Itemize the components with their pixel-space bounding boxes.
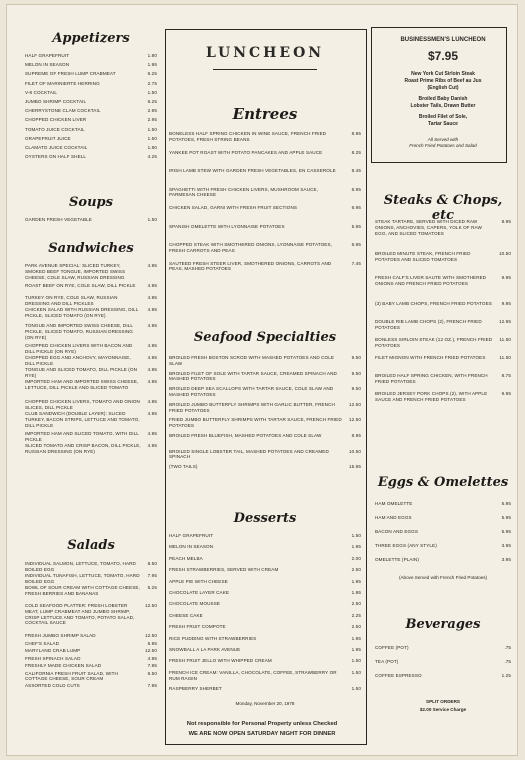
menu-item — [169, 624, 361, 630]
menu-item — [375, 391, 511, 403]
menu-item-name: BROILED JUMBO BUTTERFLY SHRIMPS WITH GARLIC BUTTER, FRENCH FRIED POTATOES — [169, 401, 335, 413]
menu-item-name: CHERRYSTONE CLAM COCKTAIL — [25, 108, 101, 114]
menu-item-name: CLAMATO JUICE COCKTAIL — [25, 145, 88, 150]
menu-item — [169, 402, 361, 414]
menu-item-price: 8.95 — [351, 131, 361, 136]
menu-item-price: 1.50 — [351, 658, 361, 664]
menu-item-name: CALIFORNIA FRESH FRUIT SALAD, WITH COTTAGE CHEESE, SOUR CREAM — [25, 670, 118, 682]
menu-item-name: OMELETTE (PLAIN) — [375, 557, 419, 562]
menu-item — [169, 433, 361, 439]
businessmen-line: New York Cut Sirloin Steak — [411, 71, 475, 77]
menu-item — [25, 355, 157, 367]
menu-item-price: 1.80 — [147, 145, 157, 150]
menu-item — [25, 90, 157, 96]
menu-item — [25, 323, 157, 340]
menu-item-name: BROILED FILET OF SOLE WITH TARTAR SAUCE, CREAMED SPINACH AND MASHED POTATOES — [169, 370, 337, 382]
menu-item — [169, 371, 361, 383]
menu-item — [25, 71, 157, 77]
menu-item — [375, 515, 511, 521]
menu-item-name: COFFEE (POT) — [375, 645, 409, 650]
menu-item-price: 3.95 — [501, 543, 511, 548]
menu-item-price: 7.95 — [147, 682, 157, 688]
menu-item-price: 6.50 — [147, 670, 157, 676]
menu-item — [169, 131, 361, 143]
title-rule — [213, 69, 317, 70]
menu-item — [169, 636, 361, 642]
menu-item-name: HAM OMELETTE — [375, 501, 413, 506]
menu-item — [25, 295, 157, 307]
menu-item-price: 4.25 — [147, 154, 157, 160]
menu-item-name: SUPREME OF FRESH LUMP CRABMEAT — [25, 71, 116, 77]
appetizers-heading: Appetizers — [52, 31, 130, 46]
menu-item-price: 7.45 — [351, 260, 361, 266]
menu-item-price: 9.50 — [351, 370, 361, 376]
menu-item-name: CLUB SANDWICH (DOUBLE LAYER): SLICED TURKEY, BACON STRIPS, LETTUCE AND TOMATO, DILL PICKLE — [25, 411, 140, 428]
menu-item-name: BROILED SINGLE LOBSTER TAIL, MASHED POTATOES AND CREAMED SPINACH — [169, 448, 329, 460]
menu-item — [169, 464, 361, 470]
menu-item-price: 1.25 — [501, 673, 511, 678]
menu-item — [169, 544, 361, 550]
menu-item-name: IMPORTED HAM AND IMPORTED SWISS CHEESE, LETTUCE, DILL PICKLE AND SLICED TOMATO — [25, 379, 139, 390]
menu-item — [169, 449, 361, 461]
menu-item-price: 12.95 — [499, 319, 511, 324]
menu-item-name: HALF GRAPEFRUIT — [169, 533, 214, 538]
menu-item-price: 1.50 — [147, 89, 157, 95]
entrees-heading: Entrees — [232, 105, 298, 123]
menu-item — [375, 337, 511, 349]
menu-item-price: 9.95 — [501, 275, 511, 280]
menu-item-price: 2.95 — [147, 117, 157, 123]
menu-item-price: 15.95 — [349, 464, 361, 470]
menu-item-price: 1.95 — [351, 544, 361, 550]
menu-item-price: 1.95 — [351, 647, 361, 652]
menu-item-name: COLD SEAFOOD PLATTER: FRESH LOBSTER MEAT, LUMP CRABMEAT AND JUMBO SHRIMP, CRISP LETTUCE AND TOMATO, POTATO SALAD, COCKTAIL SAUCE — [25, 603, 135, 626]
menu-item-price: 6.25 — [147, 71, 157, 77]
menu-item-price: 1.95 — [351, 590, 361, 595]
menu-item-price: 8.75 — [501, 373, 511, 378]
desserts-heading: Desserts — [233, 511, 297, 526]
menu-item-name: FILET OF MARINIERTE HERRING — [25, 80, 100, 86]
menu-item-name: FRESH FRUIT COMPOTE — [169, 624, 226, 630]
menu-item-price: 12.50 — [349, 417, 361, 423]
menu-item-name: TONGUE AND SLICED TOMATO, DILL PICKLE (ON RYE) — [25, 367, 137, 378]
menu-item — [25, 108, 157, 114]
menu-item-name: BOWL OF SOUR CREAM WITH COTTAGE CHEESE, FRESH BERRIES AND BANANAS — [25, 585, 140, 596]
left-column — [25, 5, 157, 757]
menu-item — [25, 573, 157, 585]
menu-item-price: 1.50 — [147, 217, 157, 222]
menu-item-price: 10.50 — [349, 448, 361, 454]
footer-saturday: WE ARE NOW OPEN SATURDAY NIGHT FOR DINNER — [188, 731, 336, 737]
menu-item-name: CHEF'S SALAD — [25, 640, 59, 646]
menu-item-price: 9.50 — [351, 386, 361, 392]
menu-item-price: 2.95 — [147, 108, 157, 114]
soups-heading: Soups — [69, 195, 113, 210]
menu-item-price: 5.95 — [501, 501, 511, 506]
businessmen-price: $7.95 — [427, 49, 459, 63]
menu-item-name: MELON IN SEASON — [169, 544, 214, 550]
menu-item-price: 4.95 — [147, 307, 157, 312]
menu-item — [25, 343, 157, 355]
split-orders: SPLIT ORDERS — [426, 699, 460, 704]
middle-column — [169, 5, 361, 757]
menu-item-price: 4.95 — [147, 367, 157, 372]
menu-item — [25, 127, 157, 133]
menu-item — [25, 633, 157, 639]
menu-item-name: BONELESS HALF SPRING CHICKEN IN WINE SAUCE, FRENCH FRIED POTATOES, FRESH STRING BEANS — [169, 131, 327, 142]
menu-item-name: CHEESE CAKE — [169, 612, 203, 618]
menu-item-name: FRESH CALF'S LIVER SAUTE WITH SMOTHERED ONIONS AND FRENCH FRIED POTATOES — [375, 275, 487, 286]
eggs-note: (Above Served with French Fried Potatoes) — [398, 575, 488, 580]
menu-item — [25, 283, 157, 289]
menu-item-name: ASSORTED COLD CUTS — [25, 682, 80, 688]
menu-item-price: 9.95 — [501, 301, 511, 306]
menu-item-name: BACON AND EGGS — [375, 529, 419, 534]
menu-item-price: 4.95 — [147, 323, 157, 328]
menu-item-price: .75 — [504, 659, 511, 664]
menu-item-name: COFFEE ESPRESSO — [375, 673, 422, 678]
menu-item-name: CHOCOLATE MOUSSE — [169, 601, 221, 607]
menu-item-name: BROILED FRESH BLUEFISH, MASHED POTATOES AND COLE SLAW — [169, 433, 322, 438]
menu-item-name: DOUBLE RIB LAMB CHOPS (2), FRENCH FRIED POTATOES — [375, 319, 482, 330]
menu-item-price: 4.95 — [147, 655, 157, 661]
menu-item-name: FILET MIGNON WITH FRENCH FRIED POTATOES — [375, 355, 486, 360]
menu-item-price: 11.50 — [499, 355, 511, 360]
businessmen-line: Roast Prime Ribs of Beef au Jus — [404, 78, 482, 84]
menu-item-name: SLICED TOMATO AND CRISP BACON, DILL PICKLE, RUSSIAN DRESSING (ON RYE) — [25, 443, 141, 454]
menu-item — [25, 411, 157, 428]
menu-item — [25, 443, 157, 455]
menu-item-name: PEACH MELBA — [169, 555, 203, 561]
businessmen-line: Broiled Filet of Sole, — [418, 114, 468, 120]
menu-item-price: 1.50 — [147, 126, 157, 132]
menu-item — [25, 656, 157, 662]
menu-item-name: TEA (POT) — [375, 659, 399, 664]
menu-item-name: FRESH SPINACH SALAD — [25, 655, 81, 661]
menu-item-name: BROILED DEEP SEA SCALLOPS WITH TARTAR SAUCE, COLE SLAW AND MASHED POTATOES — [169, 386, 334, 397]
businessmen-line: Tartar Sauce — [428, 121, 458, 127]
menu-item — [375, 275, 511, 287]
menu-item — [169, 658, 361, 664]
menu-item — [169, 187, 361, 199]
menu-item-price: 8.95 — [501, 219, 511, 224]
menu-item-name: (3) BABY LAMB CHOPS, FRENCH FRIED POTATOES — [375, 301, 492, 306]
menu-item — [169, 579, 361, 585]
menu-item-price: 6.25 — [147, 99, 157, 104]
menu-item-price: 7.95 — [147, 663, 157, 668]
menu-item-name: MARYLAND CRAB LUMP — [25, 648, 81, 653]
menu-item-price: 5.95 — [351, 223, 361, 229]
menu-item — [25, 648, 157, 654]
menu-item — [25, 53, 157, 59]
menu-item — [169, 686, 361, 692]
menu-item-name: BROILED HALF SPRING CHICKEN, WITH FRENCH FRIED POTATOES — [375, 373, 488, 384]
menu-item — [169, 417, 361, 429]
menu-item-price: 4.95 — [147, 379, 157, 384]
menu-item — [169, 355, 361, 367]
menu-item-name: YANKEE POT ROAST WITH POTATO PANCAKES AND APPLE SAUCE — [169, 149, 323, 155]
menu-item — [25, 663, 157, 669]
menu-item-price: 2.75 — [147, 80, 157, 86]
menu-item — [25, 145, 157, 151]
menu-item-price: 6.95 — [351, 242, 361, 247]
sandwiches-heading: Sandwiches — [48, 241, 134, 256]
menu-item-price: 8.50 — [147, 561, 157, 566]
menu-item-name: CHOCOLATE LAYER CAKE — [169, 590, 230, 595]
menu-item-name: APPLE PIE WITH CHEESE — [169, 578, 228, 584]
menu-item-name: STEAK TARTARE, SERVED WITH DICED RAW ONIONS, ANCHOVIES, CAPERS, YOLK OF RAW EGG, AND SLICED TOMATOES — [375, 219, 482, 236]
menu-item — [169, 242, 361, 254]
menu-item — [375, 301, 511, 307]
menu-item — [375, 529, 511, 535]
menu-item — [375, 645, 511, 651]
menu-item — [169, 386, 361, 398]
menu-item-name: (TWO TAILS) — [169, 464, 198, 470]
menu-item-name: CHICKEN SALAD WITH RUSSIAN DRESSING, DILL PICKLE, SLICED TOMATO (ON RYE) — [25, 307, 139, 318]
menu-item-price: 1.50 — [351, 685, 361, 691]
menu-item-name: FRESH FRUIT JELLO WITH WHIPPED CREAM — [169, 658, 272, 664]
menu-item — [25, 367, 157, 379]
menu-item — [169, 567, 361, 573]
menu-item-name: INDIVIDUAL TUNAFISH, LETTUCE, TOMATO, HARD BOILED EGG — [25, 573, 140, 584]
menu-item-price: 7.95 — [147, 573, 157, 578]
menu-item — [25, 136, 157, 142]
menu-item-name: SPAGHETTI WITH FRESH CHICKEN LIVERS, MUSHROOM SAUCE, PARMESAN CHEESE — [169, 186, 319, 198]
menu-item — [169, 205, 361, 211]
menu-item-price: 12.50 — [145, 633, 157, 638]
menu-item-name: RICE PUDDING WITH STRAWBERRIES — [169, 635, 257, 641]
menu-item-name: FRESHLY MADE CHICKEN SALAD — [25, 663, 102, 668]
menu-item-price: 1.80 — [147, 53, 157, 58]
menu-item-name: CHOPPED EGG AND ANCHOVY, MAYONNAISE, DILL PICKLE — [25, 355, 131, 366]
menu-item-price: 1.50 — [351, 533, 361, 538]
menu-item — [375, 251, 511, 263]
menu-item — [25, 307, 157, 319]
menu-item-name: V-8 COCKTAIL — [25, 89, 58, 95]
menu-item-price: 8.95 — [351, 433, 361, 438]
menu-item-price: 2.50 — [351, 624, 361, 630]
menu-item — [25, 399, 157, 411]
menu-item-name: TURKEY ON RYE, COLE SLAW, RUSSIAN DRESSING AND DILL PICKLES — [25, 295, 118, 306]
menu-item — [25, 561, 157, 573]
menu-item-price: 5.95 — [501, 529, 511, 534]
menu-item — [169, 556, 361, 562]
footer-note: Not responsible for Personal Property unless Checked — [186, 721, 338, 727]
menu-item-price: 6.95 — [351, 186, 361, 192]
menu-item-price: 2.50 — [351, 567, 361, 573]
businessmen-note2: French Fried Potatoes and Salad — [409, 143, 477, 148]
menu-item-name: CHOPPED CHICKEN LIVERS WITH BACON AND DILL PICKLE (ON RYE) — [25, 343, 133, 354]
menu-item — [169, 261, 361, 273]
menu-item-price: 4.95 — [147, 343, 157, 348]
menu-page — [6, 4, 518, 756]
menu-item-name: FRESH STRAWBERRIES, SERVED WITH CREAM — [169, 567, 279, 573]
menu-item-price: 9.50 — [351, 355, 361, 360]
menu-item-price: 2.25 — [351, 612, 361, 618]
menu-item-price: 4.95 — [147, 399, 157, 404]
menu-item — [25, 99, 157, 105]
menu-item-price: 4.95 — [147, 443, 157, 448]
menu-item-price: 12.50 — [145, 648, 157, 653]
menu-item-price: 6.95 — [351, 205, 361, 210]
menu-item-name: HALF GRAPEFRUIT — [25, 53, 70, 58]
menu-item-name: IRISH LAMB STEW WITH GARDEN FRESH VEGETABLES, EN CASSEROLE — [169, 168, 336, 173]
menu-item-name: CHOPPED CHICKEN LIVER — [25, 117, 87, 123]
menu-item-name: FRIED JUMBO BUTTERFLY SHRIMPS WITH TARTAR SAUCE, FRENCH FRIED POTATOES — [169, 417, 342, 429]
right-column — [375, 5, 511, 757]
menu-item-price: 8.45 — [351, 168, 361, 173]
menu-item-price: 4.95 — [147, 263, 157, 268]
menu-item — [169, 601, 361, 607]
menu-item-name: TOMATO JUICE COCKTAIL — [25, 126, 85, 132]
menu-item — [375, 659, 511, 665]
menu-item-name: BROILED JERSEY PORK CHOPS (2), WITH APPLE SAUCE AND FRENCH FRIED POTATOES — [375, 391, 488, 402]
menu-item — [169, 670, 361, 682]
beverages-heading: Beverages — [405, 617, 481, 632]
menu-item-name: SAUTEED FRESH STEER LIVER, SMOTHERED ONIONS, CARROTS AND PEAS, MASHED POTATOES — [169, 260, 332, 272]
eggs-heading: Eggs & Omelettes — [377, 475, 509, 490]
menu-item — [25, 154, 157, 160]
menu-item-price: 6.95 — [147, 640, 157, 646]
menu-item-price: 5.25 — [147, 585, 157, 590]
menu-item — [25, 217, 157, 223]
menu-item-name: FRESH JUMBO SHRIMP SALAD — [25, 633, 96, 638]
menu-item-name: OYSTERS ON HALF SHELL — [25, 154, 87, 160]
menu-item-name: BONLESS SIRLOIN STEAK (12 OZ.), FRENCH FRIED POTATOES — [375, 337, 493, 348]
menu-item-name: CHOPPED STEAK WITH SMOTHERED ONIONS, LYONNAISE POTATOES, FRESH CARROTS AND PEAS — [169, 242, 332, 253]
menu-item — [169, 647, 361, 653]
menu-item-price: 12.50 — [349, 401, 361, 407]
menu-item-name: CHICKEN SALAD, GARNI WITH FRESH FRUIT SECTIONS — [169, 205, 298, 210]
menu-item-price: .75 — [504, 645, 511, 650]
menu-item-price: 10.50 — [499, 251, 511, 256]
menu-item — [375, 501, 511, 507]
menu-item-price: 1.50 — [147, 135, 157, 141]
menu-item-price: 3.95 — [501, 557, 511, 562]
menu-item — [25, 263, 157, 280]
businessmen-note1: All Served with — [427, 137, 459, 142]
menu-item — [169, 168, 361, 174]
menu-item-price: 4.95 — [147, 411, 157, 416]
menu-item-price: 1.50 — [351, 669, 361, 675]
menu-item-name: PARK AVENUE SPECIAL: SLICED TURKEY, SMOKED BEEF TONGUE, IMPORTED SWISS CHEESE, COLE SLAW, RUSSIAN DRESSING — [25, 263, 126, 280]
menu-item-price: 11.50 — [499, 337, 511, 342]
menu-item — [25, 641, 157, 647]
menu-item-name: SPANISH OMELETTE WITH LYONNAISE POTATOES — [169, 223, 285, 229]
menu-item-price: 1.95 — [351, 635, 361, 641]
menu-date: Monday, November 20, 1978 — [235, 701, 295, 706]
menu-item-price: 4.95 — [147, 283, 157, 288]
menu-item-price: 12.50 — [145, 603, 157, 608]
seafood-heading: Seafood Specialties — [193, 330, 337, 345]
menu-item — [169, 150, 361, 156]
luncheon-title: LUNCHEON — [205, 45, 325, 61]
menu-item-name: JUMBO SHRIMP COCKTAIL — [25, 99, 87, 104]
menu-item-price: 1.95 — [351, 578, 361, 584]
menu-item — [169, 613, 361, 619]
salads-heading: Salads — [67, 538, 115, 553]
menu-item — [375, 557, 511, 563]
menu-item-name: ROAST BEEF ON RYE, COLE SLAW, DILL PICKLE — [25, 283, 136, 288]
menu-item-name: IMPORTED HAM AND SLICED TOMATO, WITH DILL PICKLE — [25, 431, 139, 442]
menu-item-name: RASPBERRY SHERBET — [169, 685, 222, 691]
menu-item — [375, 673, 511, 679]
businessmen-title: BUSINESSMEN'S LUNCHEON — [400, 37, 486, 43]
menu-item-name: CHOPPED CHICKEN LIVERS, TOMATO AND ONION SLICES, DILL PICKLE — [25, 399, 140, 410]
menu-item-price: 2.50 — [351, 601, 361, 607]
menu-item — [25, 585, 157, 597]
menu-item — [375, 219, 511, 236]
menu-item-price: 8.25 — [351, 149, 361, 155]
menu-item — [25, 117, 157, 123]
menu-item — [169, 224, 361, 230]
menu-item-name: GRAPEFRUIT JUICE — [25, 135, 71, 141]
split-charge: $2.00 Service Charge — [419, 707, 467, 712]
menu-item — [375, 543, 511, 549]
menu-item — [375, 319, 511, 331]
menu-item — [25, 81, 157, 87]
menu-item — [169, 533, 361, 539]
steaks-heading: Steaks & Chops, etc — [383, 193, 503, 223]
menu-item-name: MELON IN SEASON — [25, 62, 70, 68]
menu-item-name: TONGUE AND IMPORTED SWISS CHEESE, DILL PICKLE, SLICED TOMATO, RUSSIAN DRESSING (ON RYE) — [25, 323, 133, 340]
menu-item-price: 4.95 — [147, 295, 157, 300]
menu-item-name: BROILED MINUTE STEAK, FRENCH FRIED POTATOES AND SLICED TOMATOES — [375, 251, 471, 262]
menu-item-name: THREE EGGS (ANY STYLE) — [375, 543, 437, 548]
menu-item — [375, 355, 511, 361]
menu-item-price: 9.95 — [501, 391, 511, 396]
menu-item-name: BROILED FRESH BOSTON SCROD WITH MASHED POTATOES AND COLE SLAW — [169, 355, 335, 366]
menu-item-price: 1.95 — [147, 62, 157, 68]
menu-item-price: 2.00 — [351, 555, 361, 561]
menu-item-name: FRENCH ICE CREAM: VANILLA, CHOCOLATE, COFFEE, STRAWBERRY OR RUM RAISIN — [169, 669, 337, 681]
menu-item — [25, 671, 157, 683]
menu-item — [375, 373, 511, 385]
businessmen-line: Lobster Tails, Drawn Butter — [410, 103, 476, 109]
menu-item — [169, 590, 361, 596]
menu-item-price: 4.95 — [147, 355, 157, 360]
menu-item — [25, 431, 157, 443]
menu-item — [25, 603, 157, 626]
menu-item — [25, 379, 157, 391]
menu-item-name: INDIVIDUAL SALMON, LETTUCE, TOMATO, HARD BOILED EGG — [25, 561, 136, 572]
menu-item-price: 5.95 — [501, 515, 511, 520]
businessmen-line: (English Cut) — [427, 85, 459, 91]
menu-item — [25, 683, 157, 689]
businessmen-line: Broiled Baby Danish — [418, 96, 468, 102]
menu-item-price: 4.95 — [147, 431, 157, 436]
menu-item-name: SNOWBALL A LA PARK AVENUE — [169, 647, 241, 652]
menu-item-name: HAM AND EGGS — [375, 515, 412, 520]
menu-item-name: GARDEN FRESH VEGETABLE — [25, 217, 92, 222]
menu-item — [25, 62, 157, 68]
